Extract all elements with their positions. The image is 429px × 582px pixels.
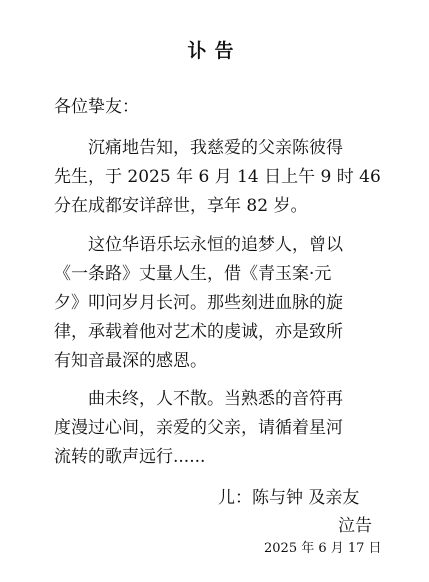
paragraph-line: 先生，于 2025 年 6 月 14 日上午 9 时 46 (54, 167, 381, 187)
paragraph-announcement (54, 134, 380, 221)
signature-mourn: 泣告 (338, 516, 372, 536)
paragraph-line: 沉痛地告知，我慈爱的父亲陈彼得 (88, 138, 343, 158)
paragraph-line: 度漫过心间，亲爱的父亲，请循着星河 (54, 418, 343, 438)
paragraph-line: 有知音最深的感恩。 (54, 351, 207, 371)
signature-from: 儿：陈与钟 及亲友 (218, 488, 360, 508)
paragraph-farewell (54, 385, 380, 472)
paragraph-line: 曲未终，人不散。当熟悉的音符再 (88, 389, 343, 409)
paragraph-line: 分在成都安详辞世，享年 82 岁。 (54, 196, 308, 216)
paragraph-line: 这位华语乐坛永恒的追梦人，曾以 (88, 235, 343, 255)
paragraph-line: 《一条路》丈量人生，借《青玉案·元 (54, 264, 332, 284)
paragraph-line: 律，承载着他对艺术的虔诚，亦是致所 (54, 322, 343, 342)
salutation: 各位挚友： (54, 97, 139, 117)
paragraph-line: 流转的歌声远行...... (54, 447, 206, 467)
signature-date: 2025 年 6 月 17 日 (264, 541, 382, 556)
notice-title: 讣告 (187, 40, 242, 62)
paragraph-tribute (54, 231, 380, 376)
paragraph-line: 夕》叩问岁月长河。那些刻进血脉的旋 (54, 293, 343, 313)
